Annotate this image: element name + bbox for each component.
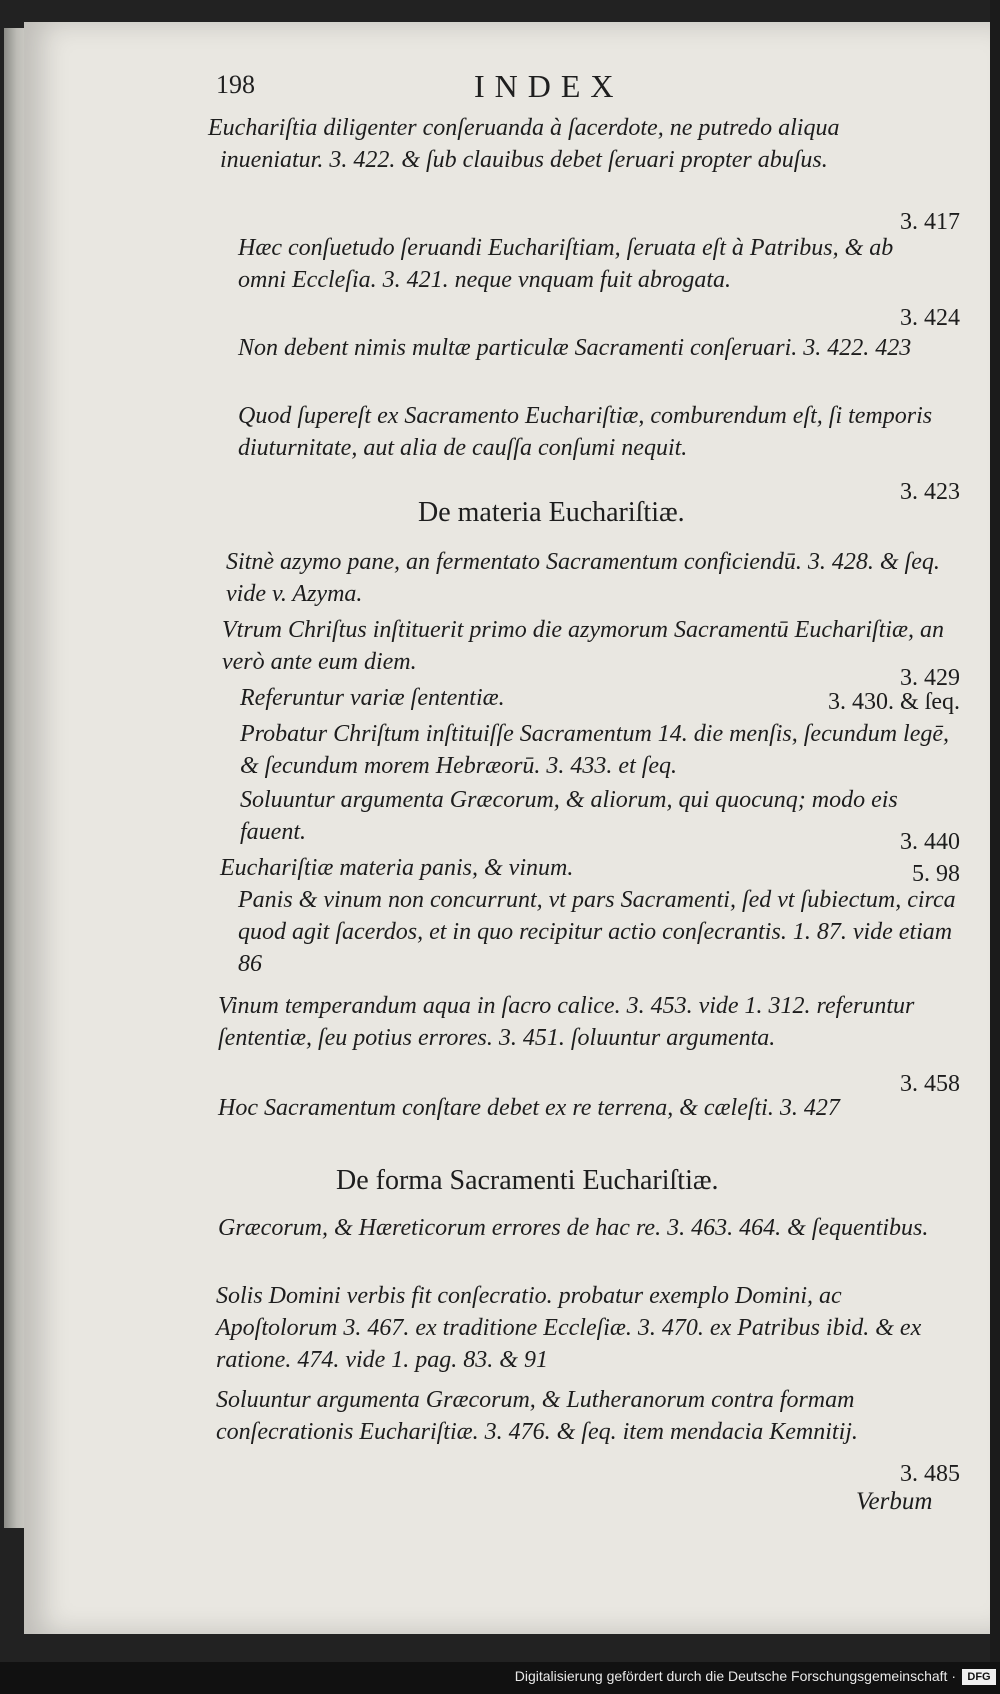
page-header — [216, 68, 976, 112]
index-entry: Quod ſupereſt ex Sacramento Euchariſtiæ, comburendum eſt, ſi temporis diuturnitate, aut alia de cauſſa conſumi nequit. — [238, 403, 933, 461]
index-entry: Non debent nimis multæ particulæ Sacramenti conſeruari. 3. 422. 423 — [238, 335, 912, 361]
index-entry: Græcorum, & Hæreticorum errores de hac re. 3. 463. 464. & ſequentibus. — [218, 1215, 929, 1241]
catchword: Verbum — [856, 1488, 933, 1515]
page-reference: 3. 417 — [900, 209, 960, 235]
page-reference: 3. 430. & ſeq. — [828, 689, 960, 715]
index-entry: Panis & vinum non concurrunt, vt pars Sacramenti, ſed vt ſubiectum, circa quod agit ſacerdos, et in quo recipitur actio conſecrantis. 1. 87. vide etiam 86 — [238, 887, 956, 977]
page-reference: 3. 440 — [900, 829, 960, 855]
running-title: INDEX — [474, 68, 624, 104]
index-entry: Sitnè azymo pane, an fermentato Sacramentum conficiendū. 3. 428. & ſeq. vide v. Azyma. — [226, 549, 940, 607]
index-entry: Probatur Chriſtum inſtituiſſe Sacramentum 14. die menſis, ſecundum legē, & ſecundum morem Hebræorū. 3. 433. et ſeq. — [240, 721, 950, 779]
scan-right-border — [990, 0, 1000, 1662]
page-reference: 3. 485 — [900, 1461, 960, 1487]
index-entry: Hæc conſuetudo ſeruandi Euchariſtiam, ſeruata eſt à Patribus, & ab omni Eccleſia. 3. 421. neque vnquam fuit abrogata. — [238, 235, 894, 293]
dfg-logo-icon: DFG — [962, 1669, 996, 1685]
index-entry: Vtrum Chriſtus inſtituerit primo die azymorum Sacramentū Euchariſtiæ, an verò ante eum diem. — [222, 617, 944, 675]
index-entry: Euchariſtia diligenter conſeruanda à ſacerdote, ne putredo aliqua inueniatur. 3. 422. & ſub clauibus debet ſeruari propter abuſus. — [208, 115, 840, 173]
section-heading: De materia Euchariſtiæ. — [418, 497, 685, 528]
index-entry: Referuntur variæ ſententiæ. — [240, 685, 505, 711]
page-reference: 3. 458 — [900, 1071, 960, 1097]
index-entry: Euchariſtiæ materia panis, & vinum. — [220, 855, 574, 881]
index-entry: Solis Domini verbis fit conſecratio. probatur exemplo Domini, ac Apoſtolorum 3. 467. ex traditione Eccleſiæ. 3. 470. ex Patribus ibid. & ex ratione. 474. vide 1. pag. 83. & 91 — [216, 1283, 922, 1373]
index-entry: Hoc Sacramentum conſtare debet ex re terrena, & cæleſti. 3. 427 — [218, 1095, 840, 1121]
page-reference: 3. 429 — [900, 665, 960, 691]
section-heading: De forma Sacramenti Euchariſtiæ. — [336, 1165, 719, 1196]
page-reference: 3. 423 — [900, 479, 960, 505]
page-number: 198 — [216, 70, 255, 99]
page-reference: 3. 424 — [900, 305, 960, 331]
index-entry: Vinum temperandum aqua in ſacro calice. 3. 453. vide 1. 312. referuntur ſententiæ, ſeu potius errores. 3. 451. ſoluuntur argumenta. — [218, 993, 915, 1051]
footer-credit: Digitalisierung gefördert durch die Deutsche Forschungsgemeinschaft · — [514, 1668, 956, 1684]
page-reference: 5. 98 — [912, 861, 960, 887]
index-entry: Soluuntur argumenta Græcorum, & aliorum, qui quocunq; modo eis fauent. — [240, 787, 898, 845]
index-entry: Soluuntur argumenta Græcorum, & Lutheranorum contra formam conſecrationis Euchariſtiæ. 3. 476. & ſeq. item mendacia Kemnitij. — [216, 1387, 858, 1445]
